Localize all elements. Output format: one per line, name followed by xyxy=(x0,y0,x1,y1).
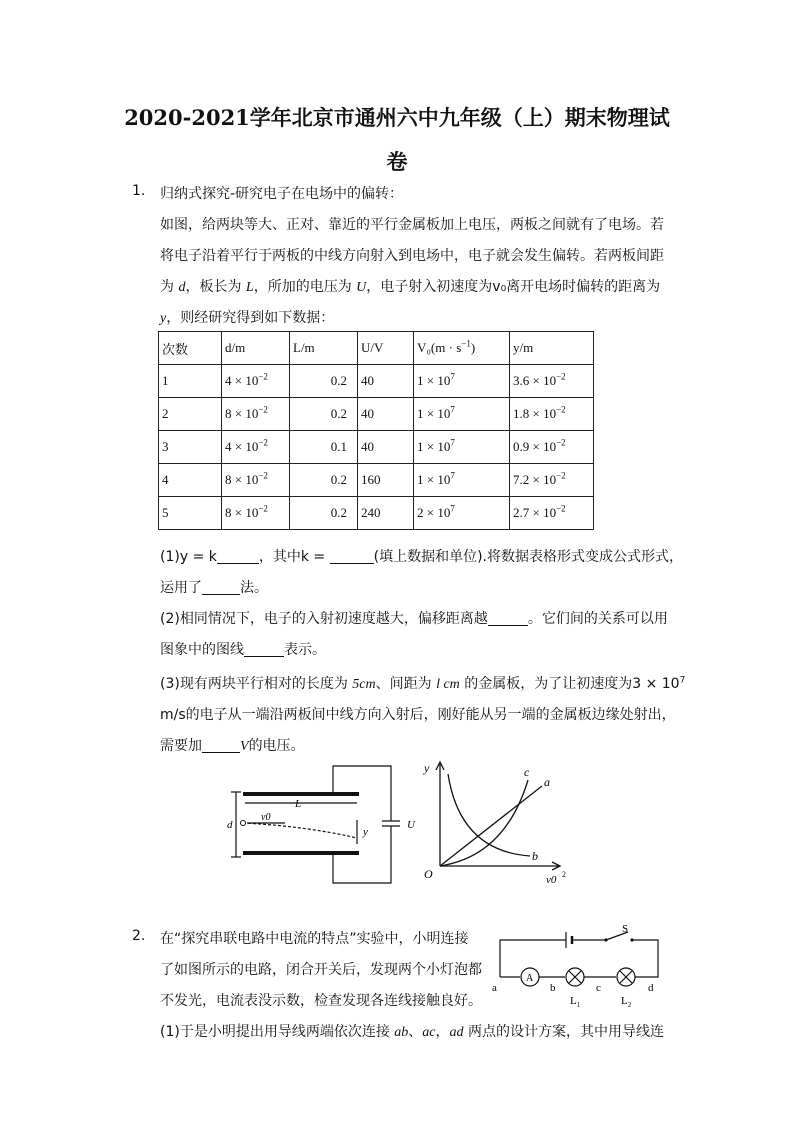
label-L: L xyxy=(295,798,302,810)
title-line-1: 2020-2021学年北京市通州六中九年级（上）期末物理试 xyxy=(124,105,670,130)
text: (1)于是小明提出用导线两端依次连接 xyxy=(160,1024,395,1040)
text: 的金属板，为了让初速度为3 × 10 xyxy=(459,676,680,692)
answer-blank[interactable] xyxy=(488,611,528,626)
var-ab: ab xyxy=(394,1025,409,1040)
q1-sub-2-line-1 xyxy=(160,608,668,628)
text: (填上数据和单位).将数据表格形式变成公式形式， xyxy=(373,549,683,565)
q2-paragraph-1: 在“探究串联电路中电流的特点”实验中，小明连接 xyxy=(160,931,469,947)
cell-y: $0.9 \times 10^{-2}$ xyxy=(510,431,594,464)
cell-L: 0.2 xyxy=(290,497,358,530)
q2-paragraph-3: 不发光，电流表没示数，检查发现各连线接触良好。 xyxy=(160,993,482,1009)
wire xyxy=(632,940,658,977)
var-ad: ad xyxy=(449,1025,464,1040)
electron-dot xyxy=(241,821,246,826)
text: ，则经研究得到如下数据： xyxy=(166,310,335,326)
cell-d: $4 \times 10^{-2}$ xyxy=(222,365,290,398)
label-A: A xyxy=(526,973,534,984)
header-cell xyxy=(414,332,510,365)
label-d: d xyxy=(227,819,233,831)
answer-blank[interactable] xyxy=(330,549,374,564)
graph-figure xyxy=(420,756,580,888)
text: 为 xyxy=(160,279,179,295)
switch-contact xyxy=(630,938,633,941)
var-U: U xyxy=(356,280,367,295)
label-origin: O xyxy=(424,867,433,881)
cell-L: 0.1 xyxy=(290,431,358,464)
text: 两点的设计方案，其中用导线连 xyxy=(463,1024,664,1040)
label-b: b xyxy=(550,982,556,994)
header-cell: L/m xyxy=(290,332,358,365)
q1-sub-1-line-2 xyxy=(160,577,268,597)
page-title xyxy=(100,96,694,184)
q1-sub-3-line-2: m/s的电子从一端沿两板间中线方向入射后，刚好能从另一端的金属板边缘处射出， xyxy=(160,707,676,723)
text: (2)相同情况下，电子的入射初速度越大，偏移距离越 xyxy=(160,611,488,627)
electron-path xyxy=(243,823,357,838)
label-L2: $L_2$ xyxy=(621,995,632,1009)
answer-blank[interactable] xyxy=(202,738,240,753)
text: ) xyxy=(470,340,476,355)
label-x: v0 xyxy=(546,874,557,886)
value-1cm: l cm xyxy=(436,677,460,692)
text: (3)现有两块平行相对的长度为 xyxy=(160,676,353,692)
q1-paragraph-4 xyxy=(160,307,334,327)
cell-d: $8 \times 10^{-2}$ xyxy=(222,497,290,530)
label-d: d xyxy=(648,982,654,994)
text: V₀(m · s xyxy=(417,340,462,355)
cell-U: 40 xyxy=(358,365,414,398)
cell-y: $2.7 \times 10^{-2}$ xyxy=(510,497,594,530)
cell-U: 40 xyxy=(358,431,414,464)
label-y: y xyxy=(363,826,368,838)
label-c: c xyxy=(524,765,530,779)
cell-v0: $2 \times 10^7$ xyxy=(414,497,510,530)
label-b: b xyxy=(532,849,538,863)
header-cell: d/m xyxy=(222,332,290,365)
label-x-exponent: 2 xyxy=(562,870,566,879)
var-d: d xyxy=(178,280,186,295)
q2-paragraph-2: 了如图所示的电路，闭合开关后，发现两个小灯泡都 xyxy=(160,962,482,978)
exponent: 7 xyxy=(679,675,686,686)
text: (1)y = k xyxy=(160,549,217,565)
answer-blank[interactable] xyxy=(217,549,259,564)
header-cell: 次数 xyxy=(159,332,222,365)
answer-blank[interactable] xyxy=(244,642,284,657)
cell-index: 3 xyxy=(159,431,222,464)
q2-paragraph-4 xyxy=(160,1021,664,1041)
text: ，板长为 xyxy=(185,279,246,295)
var-ac: ac xyxy=(422,1025,436,1040)
q1-heading: 归纳式探究-研究电子在电场中的偏转： xyxy=(160,186,404,202)
cell-v0: $1 \times 10^7$ xyxy=(414,398,510,431)
text: 的电压。 xyxy=(248,738,305,754)
cell-y: $3.6 \times 10^{-2}$ xyxy=(510,365,594,398)
cell-y: $1.8 \times 10^{-2}$ xyxy=(510,398,594,431)
table-row xyxy=(159,431,594,464)
cell-index: 5 xyxy=(159,497,222,530)
circuit-figure xyxy=(488,920,664,1012)
cell-d: $8 \times 10^{-2}$ xyxy=(222,398,290,431)
q1-paragraph-2: 将电子沿着平行于两板的中线方向射入到电场中，电子就会发生偏转。若两板间距 xyxy=(160,248,664,264)
question-2-number: 2. xyxy=(132,928,146,944)
label-v0: v0 xyxy=(261,812,271,823)
text: 、间距为 xyxy=(375,676,437,692)
label-c: c xyxy=(596,982,601,994)
unit-V: V xyxy=(240,739,249,754)
table-row xyxy=(159,464,594,497)
label-a: a xyxy=(492,982,497,994)
text: 表示。 xyxy=(284,642,326,658)
text: ， xyxy=(435,1024,450,1040)
table-header-row xyxy=(159,332,594,365)
label-y: y xyxy=(424,761,430,775)
q1-paragraph-1: 如图，给两块等大、正对、靠近的平行金属板加上电压，两板之间就有了电场。若 xyxy=(160,217,664,233)
q1-sub-2-line-2 xyxy=(160,639,326,659)
q1-sub-1-line-1 xyxy=(160,546,683,566)
text: ，电子射入初速度为v₀离开电场时偏转的距离为 xyxy=(366,279,661,295)
table-row xyxy=(159,365,594,398)
cell-index: 4 xyxy=(159,464,222,497)
cell-v0: $1 \times 10^7$ xyxy=(414,431,510,464)
switch-contact xyxy=(604,938,607,941)
text: 需要加 xyxy=(160,738,202,754)
cell-y: $7.2 \times 10^{-2}$ xyxy=(510,464,594,497)
table-body xyxy=(159,365,594,530)
label-U: U xyxy=(407,819,415,831)
label-L1: $L_1$ xyxy=(570,995,581,1009)
text: 图象中的图线 xyxy=(160,642,244,658)
header-cell: U/V xyxy=(358,332,414,365)
cell-index: 1 xyxy=(159,365,222,398)
exponent: −1 xyxy=(461,338,471,349)
cell-U: 160 xyxy=(358,464,414,497)
text: 。它们间的关系可以用 xyxy=(527,611,668,627)
cell-L: 0.2 xyxy=(290,398,358,431)
curve-c xyxy=(440,780,528,866)
var-L: L xyxy=(245,280,254,295)
cell-v0: $1 \times 10^7$ xyxy=(414,464,510,497)
title-line-2: 卷 xyxy=(386,149,408,174)
cell-L: 0.2 xyxy=(290,365,358,398)
cell-d: $4 \times 10^{-2}$ xyxy=(222,431,290,464)
cell-L: 0.2 xyxy=(290,464,358,497)
label-S: S xyxy=(622,923,629,935)
text: 运用了 xyxy=(160,580,202,596)
label-a: a xyxy=(544,775,550,789)
q1-sub-3-line-1 xyxy=(160,673,685,693)
cell-U: 40 xyxy=(358,398,414,431)
var-y: y xyxy=(160,311,167,326)
text: ，所加的电压为 xyxy=(253,279,357,295)
wire xyxy=(500,940,566,962)
data-table xyxy=(158,331,594,530)
cell-index: 2 xyxy=(159,398,222,431)
table-row xyxy=(159,398,594,431)
answer-blank[interactable] xyxy=(202,580,240,595)
cell-d: $8 \times 10^{-2}$ xyxy=(222,464,290,497)
text: ，其中k = xyxy=(258,549,330,565)
text: 法。 xyxy=(240,580,268,596)
text: 、 xyxy=(408,1024,423,1040)
cell-U: 240 xyxy=(358,497,414,530)
header-cell: y/m xyxy=(510,332,594,365)
cell-v0: $1 \times 10^7$ xyxy=(414,365,510,398)
q1-sub-3-line-3 xyxy=(160,735,305,755)
value-5cm: 5cm xyxy=(352,677,376,692)
curve-a xyxy=(440,786,542,866)
parallel-plates-figure xyxy=(225,760,427,888)
table-row xyxy=(159,497,594,530)
question-1-number: 1. xyxy=(132,183,146,199)
q1-paragraph-3 xyxy=(160,276,660,296)
